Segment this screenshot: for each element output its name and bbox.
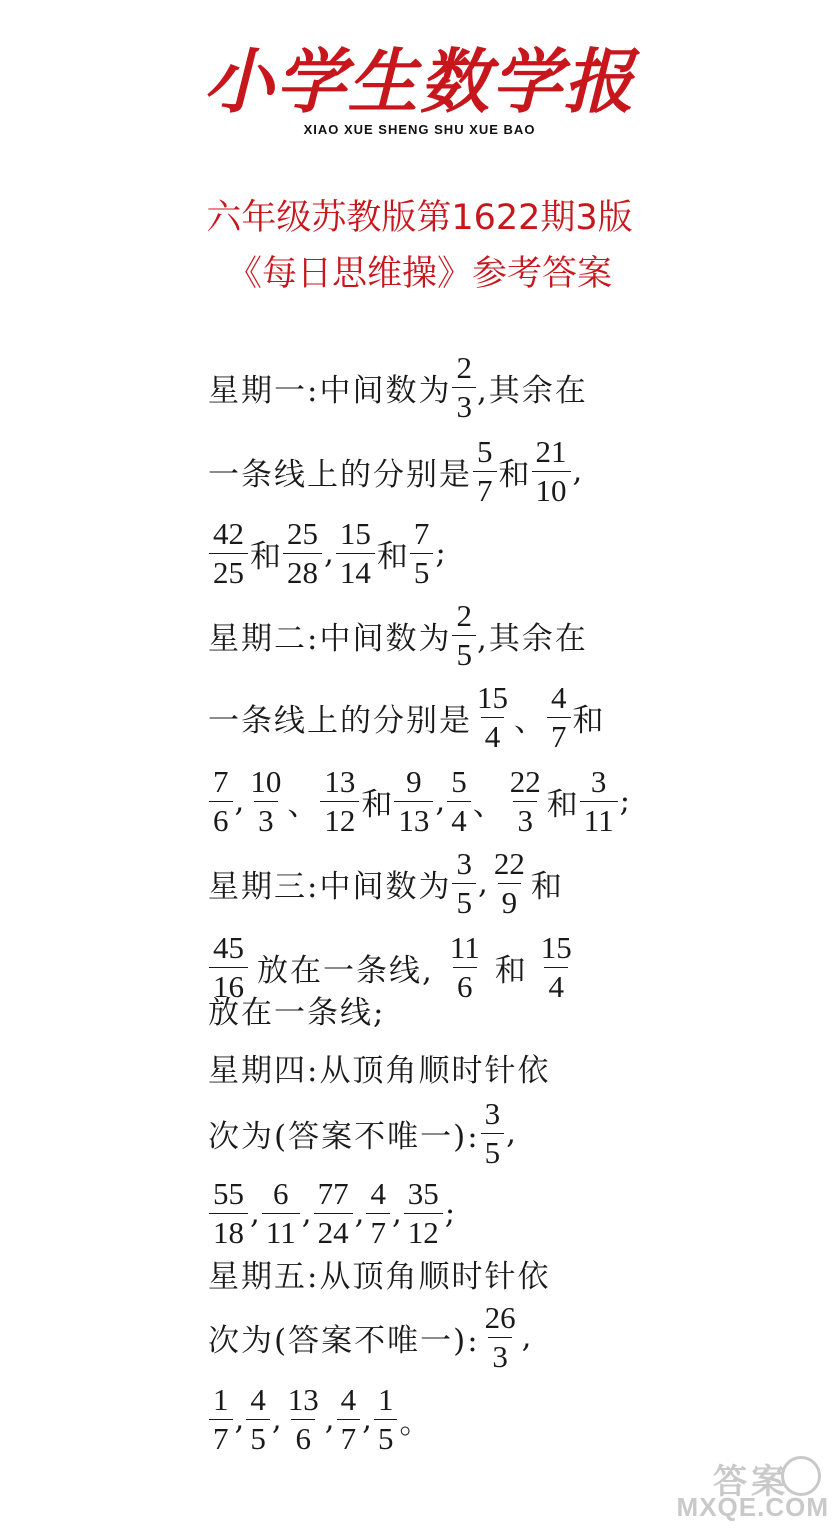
punct: , <box>391 1195 402 1231</box>
text: 放在一条线; <box>208 994 386 1031</box>
fraction: $\frac{5}{7}$ <box>473 435 497 508</box>
fraction: $\frac{3}{11}$ <box>580 765 618 838</box>
punct: , <box>506 1115 516 1151</box>
friday-line-1 <box>208 1248 550 1298</box>
fraction: $\frac{11}{6}$ <box>449 929 480 1004</box>
monday-label: 星期一:中间数为 <box>208 372 452 409</box>
fraction: $\frac{4}{7}$ <box>366 1177 390 1250</box>
punct: , <box>301 1195 312 1231</box>
friday-label: 星期五:从顶角顺时针依 <box>208 1258 551 1295</box>
wednesday-label: 星期三:中间数为 <box>208 868 452 905</box>
punct: , <box>354 1195 365 1231</box>
punct: , <box>324 1401 335 1437</box>
fraction: $\frac{4}{5}$ <box>246 1383 270 1456</box>
thursday-label: 星期四:从顶角顺时针依 <box>208 1052 551 1089</box>
site-watermark <box>639 1454 829 1524</box>
fraction: $\frac{9}{13}$ <box>394 765 433 838</box>
punct: , <box>324 535 334 571</box>
punct: ; <box>619 783 631 819</box>
punct: , <box>234 1401 245 1437</box>
watermark-url: MXQE.COM <box>676 1492 829 1522</box>
text: 和 <box>376 538 408 575</box>
page-title: 六年级苏教版第1622期3版 <box>206 198 633 238</box>
fraction: $\frac{13}{12}$ <box>320 765 359 838</box>
punct: , <box>362 1401 372 1437</box>
text: 和 <box>530 868 562 905</box>
fraction: $\frac{25}{28}$ <box>283 517 322 590</box>
fraction: $\frac{1}{5}$ <box>374 1383 398 1456</box>
fraction: $\frac{15}{4}$ <box>477 679 508 754</box>
text: 和 <box>361 786 393 823</box>
punct: , <box>572 453 583 489</box>
punct: , <box>477 865 488 901</box>
monday-line-2 <box>208 426 583 516</box>
punct: 、 <box>287 786 319 823</box>
thursday-line-2 <box>208 1088 517 1178</box>
punct: , <box>234 783 245 819</box>
thursday-line-3 <box>208 1168 456 1258</box>
watermark-circle-icon <box>781 1456 821 1496</box>
text: 一条线上的分别是 <box>208 456 472 493</box>
punct: 、 <box>472 786 504 823</box>
fraction: $\frac{55}{18}$ <box>209 1177 248 1250</box>
friday-line-2 <box>208 1292 533 1382</box>
text: 和 <box>572 702 604 739</box>
thursday-line-1 <box>208 1042 550 1092</box>
fraction: $\frac{1}{7}$ <box>209 1383 233 1456</box>
fraction: $\frac{7}{5}$ <box>410 517 434 590</box>
friday-line-3 <box>208 1374 431 1464</box>
page-subtitle: 《每日思维操》参考答案 <box>226 254 612 294</box>
fraction: $\frac{22}{3}$ <box>509 763 541 838</box>
fraction: $\frac{2}{3}$ <box>452 351 476 424</box>
fraction: $\frac{77}{24}$ <box>314 1177 353 1250</box>
newspaper-logo-pinyin: XIAO XUE SHENG SHU XUE BAO <box>303 122 536 137</box>
text: 和 <box>494 952 526 989</box>
tuesday-line-2 <box>208 672 605 762</box>
fraction: $\frac{3}{5}$ <box>452 847 476 920</box>
text: 放在一条线, <box>257 952 434 989</box>
fraction: $\frac{15}{14}$ <box>336 517 375 590</box>
fraction: $\frac{2}{5}$ <box>452 599 476 672</box>
monday-line-1 <box>208 342 588 432</box>
fraction: $\frac{15}{4}$ <box>540 929 572 1004</box>
fraction: $\frac{26}{3}$ <box>484 1299 516 1374</box>
fraction: $\frac{22}{9}$ <box>493 845 525 920</box>
punct: ; <box>435 535 446 571</box>
fraction: $\frac{4}{7}$ <box>337 1383 361 1456</box>
punct: , <box>521 1319 532 1355</box>
newspaper-logo: 小学生数学报 <box>203 40 636 123</box>
text: ,其余在 <box>476 620 588 657</box>
watermark-text: 答案 <box>713 1463 789 1501</box>
fraction: $\frac{7}{6}$ <box>209 765 233 838</box>
monday-line-3 <box>208 508 447 598</box>
fraction: $\frac{13}{6}$ <box>287 1381 319 1456</box>
punct: 。 <box>399 1404 431 1441</box>
tuesday-line-3 <box>208 756 631 846</box>
text: 次为(答案不唯一): <box>208 1118 480 1155</box>
text: ,其余在 <box>476 372 588 409</box>
fraction: $\frac{6}{11}$ <box>262 1177 300 1250</box>
fraction: $\frac{45}{16}$ <box>209 931 248 1004</box>
wednesday-line-1 <box>208 838 563 928</box>
fraction: $\frac{35}{12}$ <box>404 1177 443 1250</box>
fraction: $\frac{42}{25}$ <box>209 517 248 590</box>
tuesday-label: 星期二:中间数为 <box>208 620 452 657</box>
punct: 、 <box>514 702 545 739</box>
punct: , <box>250 1195 260 1231</box>
tuesday-line-1 <box>208 590 588 680</box>
fraction: $\frac{21}{10}$ <box>532 435 571 508</box>
punct: ; <box>444 1195 456 1231</box>
text: 次为(答案不唯一): <box>208 1322 480 1359</box>
fraction: $\frac{10}{3}$ <box>250 763 282 838</box>
text: 一条线上的分别是 <box>208 702 472 739</box>
punct: , <box>435 783 446 819</box>
wednesday-line-3 <box>208 984 385 1034</box>
fraction: $\frac{4}{7}$ <box>547 681 571 754</box>
punct: , <box>271 1401 282 1437</box>
text: 和 <box>498 456 530 493</box>
fraction: $\frac{3}{5}$ <box>481 1097 505 1170</box>
text: 和 <box>546 786 578 823</box>
text: 和 <box>250 538 281 575</box>
fraction: $\frac{5}{4}$ <box>447 765 471 838</box>
